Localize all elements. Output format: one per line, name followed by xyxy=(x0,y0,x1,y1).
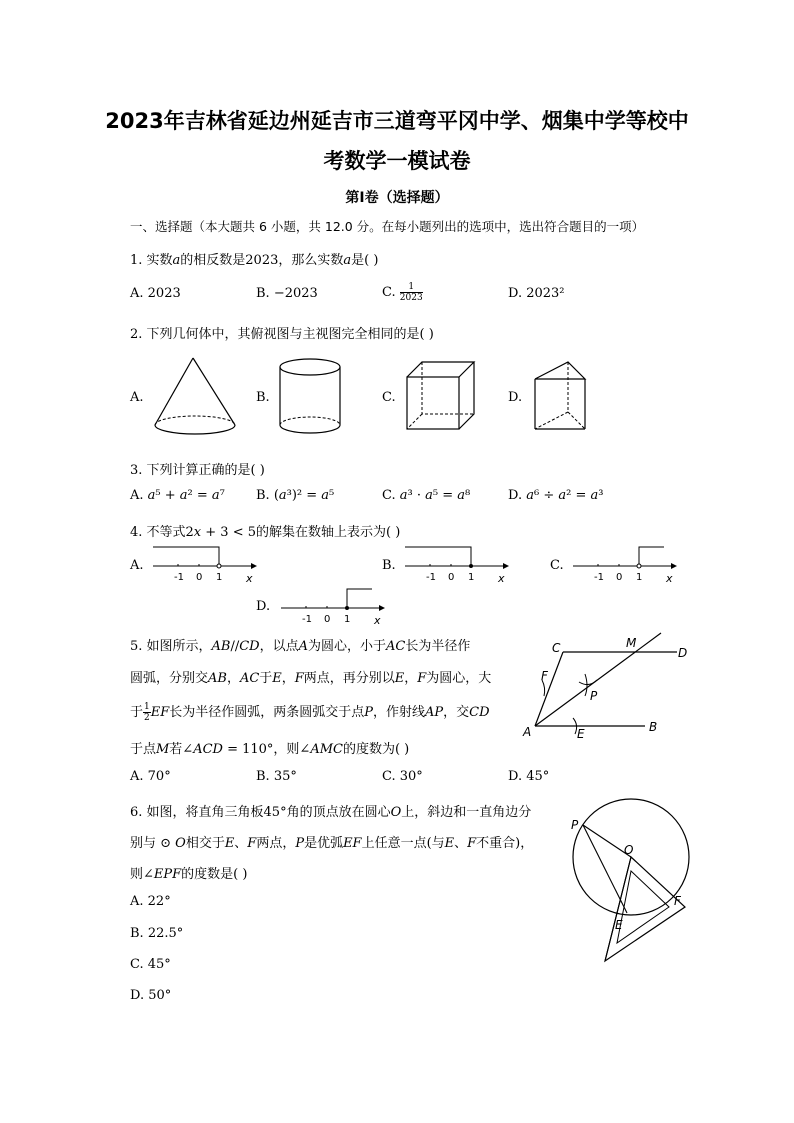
option-b: B. xyxy=(256,390,270,405)
denominator: 2023 xyxy=(399,293,423,303)
axis-variable: x xyxy=(498,572,505,585)
point-label: P xyxy=(590,689,598,703)
text-fragment: 于 xyxy=(130,705,144,720)
option-b: B. 35° xyxy=(256,769,297,784)
number-line-d xyxy=(276,582,391,627)
paper-title-line2: 考数学一模试卷 xyxy=(323,149,471,173)
tick-label: -1 xyxy=(302,614,312,625)
number-line-b xyxy=(400,540,515,585)
question-line: 别与 ⊙ 𝑂相交于𝐸、𝐹两点，𝑃是优弧𝐸𝐹上任意一点(与𝐸、𝐹不重合)， xyxy=(130,836,534,851)
option-d: D. 50° xyxy=(130,988,172,1003)
point-label: F xyxy=(674,894,681,908)
tick-label: 0 xyxy=(196,572,203,583)
number-line-c xyxy=(568,540,683,585)
point-label: C xyxy=(552,641,561,655)
tick-label: 0 xyxy=(616,572,623,583)
option-a: A. 2023 xyxy=(130,286,181,301)
option-c: C. xyxy=(550,558,564,573)
option-d: D. 𝑎⁶ ÷ 𝑎² = 𝑎³ xyxy=(508,488,604,503)
axis-variable: x xyxy=(246,572,253,585)
question-line: 于点𝑀若∠𝐴𝐶𝐷 = 110°，则∠𝐴𝑀𝐶的度数为( ) xyxy=(130,742,410,757)
tick-label: 0 xyxy=(324,614,331,625)
tick-label: -1 xyxy=(174,572,184,583)
denominator: 2 xyxy=(144,713,150,723)
tick-label: 0 xyxy=(448,572,455,583)
tick-label: -1 xyxy=(426,572,436,583)
option-b: B. (𝑎³)² = 𝑎⁵ xyxy=(256,488,335,503)
question-stem: 1. 实数𝑎的相反数是2023，那么实数𝑎是( ) xyxy=(130,253,379,268)
point-label: E xyxy=(577,727,585,741)
fraction xyxy=(400,282,423,303)
number-line-a xyxy=(148,540,263,585)
option-a: A. 22° xyxy=(130,894,171,909)
cube-figure xyxy=(402,357,482,437)
point-label: M xyxy=(626,636,637,650)
numerator: 1 xyxy=(144,702,150,712)
option-a: A. xyxy=(130,558,144,573)
option-c xyxy=(382,282,423,303)
point-label: F xyxy=(541,669,548,683)
option-a: A. 70° xyxy=(130,769,171,784)
option-d: D. xyxy=(256,599,271,614)
option-c: C. 𝑎³ · 𝑎⁵ = 𝑎⁸ xyxy=(382,488,471,503)
cone-figure xyxy=(150,355,240,440)
text-fragment: 𝐸𝐹长为半径作圆弧，两条圆弧交于点𝑃，作射线𝐴𝑃，交𝐶𝐷 xyxy=(150,705,490,720)
option-a: A. 𝑎⁵ + 𝑎² = 𝑎⁷ xyxy=(130,488,225,503)
point-label: D xyxy=(678,646,688,660)
axis-variable: x xyxy=(374,614,381,627)
option-a: A. xyxy=(130,390,144,405)
cylinder-figure xyxy=(275,357,345,439)
tick-label: 1 xyxy=(344,614,351,625)
option-b: B. 22.5° xyxy=(130,926,184,941)
option-c: C. xyxy=(382,390,396,405)
option-b: B. xyxy=(382,558,396,573)
paper-title-line1: 2023年吉林省延边州延吉市三道弯平冈中学、烟集中学等校中 xyxy=(105,109,689,133)
question-line xyxy=(130,701,490,723)
question-stem: 4. 不等式2𝑥 + 3 < 5的解集在数轴上表示为( ) xyxy=(130,525,401,540)
option-c: C. 45° xyxy=(130,957,171,972)
option-c: C. 30° xyxy=(382,769,423,784)
triangular-prism-figure xyxy=(530,357,590,437)
question-stem: 2. 下列几何体中，其俯视图与主视图完全相同的是( ) xyxy=(130,327,434,342)
question-line: 圆弧，分别交𝐴𝐵，𝐴𝐶于𝐸，𝐹两点，再分别以𝐸，𝐹为圆心，大 xyxy=(130,671,492,686)
point-label: A xyxy=(523,725,532,739)
question-line: 6. 如图，将直角三角板45°角的顶点放在圆心𝑂上，斜边和一直角边分 xyxy=(130,805,532,820)
circle-triangle-figure xyxy=(565,795,695,970)
point-label: O xyxy=(624,843,634,857)
fraction-half xyxy=(143,702,151,723)
point-label: B xyxy=(649,720,658,734)
point-label: E xyxy=(615,918,623,932)
tick-label: 1 xyxy=(636,572,643,583)
option-d: D. 45° xyxy=(508,769,550,784)
option-label: C. xyxy=(382,285,396,300)
option-d: D. xyxy=(508,390,523,405)
section-heading: 第I卷（选择题） xyxy=(345,190,449,206)
tick-label: 1 xyxy=(468,572,475,583)
option-d: D. 2023² xyxy=(508,286,565,301)
point-label: P xyxy=(571,818,579,832)
section-instructions: 一、选择题（本大题共 6 小题，共 12.0 分。在每小题列出的选项中，选出符合题目的一项） xyxy=(130,219,645,234)
option-b: B. −2023 xyxy=(256,286,318,301)
tick-label: -1 xyxy=(594,572,604,583)
parallel-lines-figure xyxy=(515,630,695,745)
axis-variable: x xyxy=(666,572,673,585)
numerator: 1 xyxy=(400,282,423,293)
tick-label: 1 xyxy=(216,572,223,583)
question-line: 则∠𝐸𝑃𝐹的度数是( ) xyxy=(130,867,248,882)
question-stem: 3. 下列计算正确的是( ) xyxy=(130,463,265,478)
question-line: 5. 如图所示，𝐴𝐵//𝐶𝐷，以点𝐴为圆心，小于𝐴𝐶长为半径作 xyxy=(130,639,471,654)
